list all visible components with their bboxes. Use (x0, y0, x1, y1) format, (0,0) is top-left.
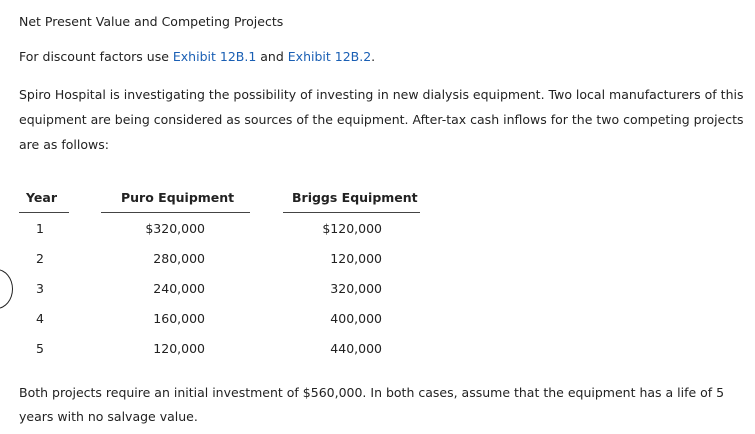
header-underline-briggs (283, 212, 420, 213)
header-underline-puro (101, 212, 250, 213)
table-row (0, 341, 755, 361)
year-cell: 1 (36, 221, 44, 236)
briggs-cell: 120,000 (330, 251, 382, 266)
year-cell: 4 (36, 311, 44, 326)
puro-cell: 160,000 (153, 311, 205, 326)
puro-cell: 240,000 (153, 281, 205, 296)
exhibit-12b2-link[interactable]: Exhibit 12B.2 (287, 49, 372, 64)
briggs-cell: 320,000 (330, 281, 382, 296)
briggs-cell: 400,000 (330, 311, 382, 326)
briggs-cell: 440,000 (330, 341, 382, 356)
table-row (0, 221, 755, 241)
year-cell: 5 (36, 341, 44, 356)
header-underline-year (19, 212, 69, 213)
briggs-cell: $120,000 (322, 221, 382, 236)
table-row (0, 311, 755, 331)
side-panel-toggle[interactable] (0, 269, 13, 309)
table-row (0, 281, 755, 301)
column-header-puro: Puro Equipment (121, 190, 235, 205)
puro-cell: 280,000 (153, 251, 205, 266)
puro-cell: 120,000 (153, 341, 205, 356)
year-cell: 3 (36, 281, 44, 296)
closing-paragraph: Both projects require an initial investment of $560,000. In both cases, assume that the equipment has a life of 5 years with no salvage value. (19, 385, 725, 424)
exhibit-12b1-link[interactable]: Exhibit 12B.1 (172, 49, 257, 64)
column-header-briggs: Briggs Equipment (292, 190, 418, 205)
exhibit-suffix: . (371, 49, 376, 64)
intro-paragraph: Spiro Hospital is investigating the possibility of investing in new dialysis equipment. Two local manufacturers of this equipment are being considered as sources of the equipment. After-tax cash inflows for the two competing projects are as follows: (19, 87, 744, 152)
exhibit-instructions (19, 49, 375, 64)
exhibit-conjunction: and (260, 49, 284, 64)
puro-cell: $320,000 (145, 221, 205, 236)
exhibit-prefix: For discount factors use (19, 49, 169, 64)
page-title: Net Present Value and Competing Projects (19, 14, 284, 29)
column-header-year: Year (26, 190, 57, 205)
year-cell: 2 (36, 251, 44, 266)
table-row (0, 251, 755, 271)
